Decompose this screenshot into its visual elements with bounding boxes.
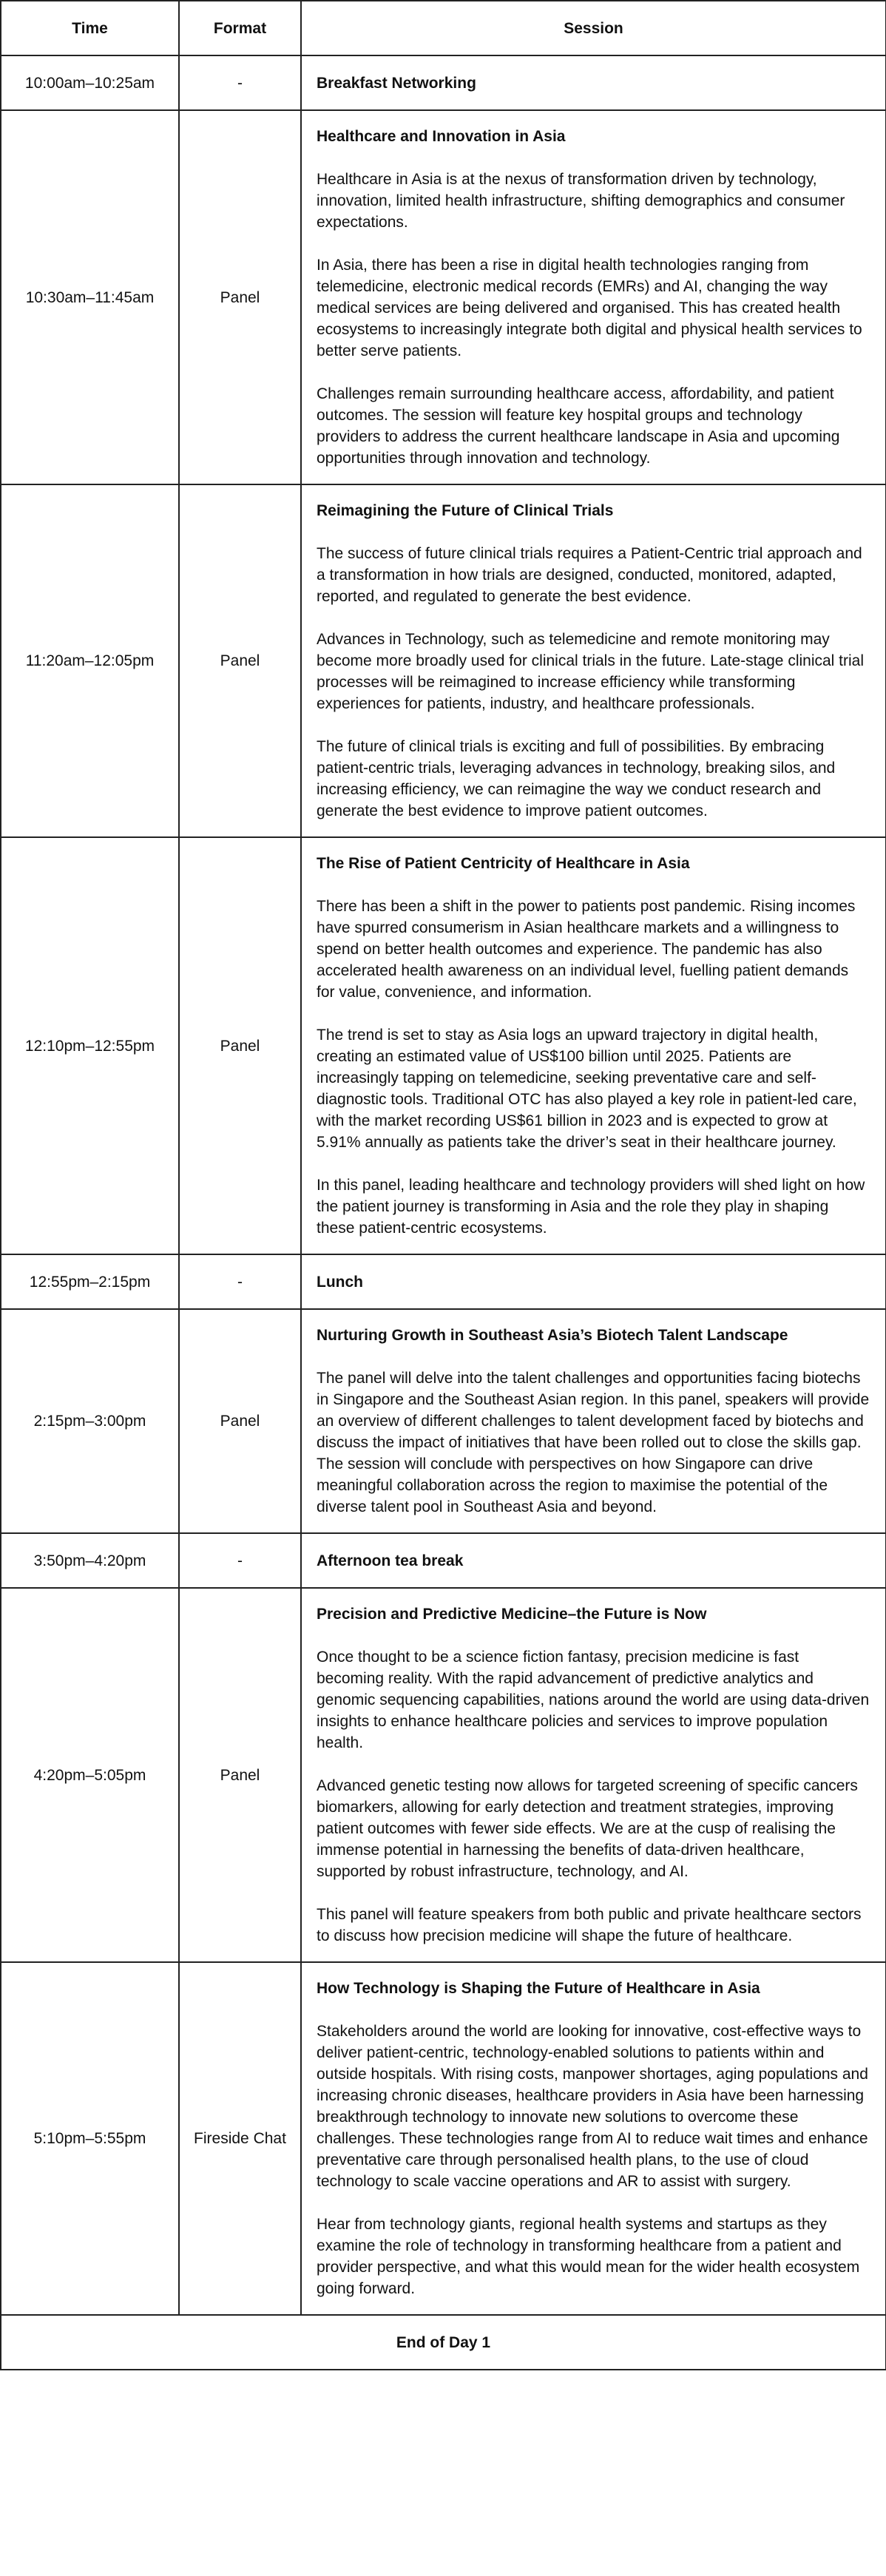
session-description: The success of future clinical trials requires a Patient-Centric trial approach and a transformation in how trials are designed, conducted, monitored, adapted, reported, and regulated to generate the best evidence. (317, 545, 862, 605)
agenda-body (1, 55, 886, 2370)
agenda-row (1, 1309, 886, 1533)
session-format: Panel (179, 1588, 301, 1962)
session-cell (301, 1309, 886, 1533)
session-title: Lunch (317, 1273, 363, 1291)
session-time: 12:55pm–2:15pm (1, 1254, 179, 1309)
session-format: - (179, 55, 301, 110)
session-description: The trend is set to stay as Asia logs an upward trajectory in digital health, creating an estimated value of US$100 billion until 2025. Patients are increasingly tapping on telemedicine, seeking preventative care and self-diagnostic tools. Traditional OTC has also played a key role in patient-led care, with the market recording US$61 billion in 2023 and is expected to grow at 5.91% annually as patients take the driver’s seat in their healthcare journey. (317, 1027, 857, 1151)
session-cell (301, 110, 886, 484)
session-format: Panel (179, 484, 301, 837)
session-cell (301, 55, 886, 110)
session-cell (301, 484, 886, 837)
session-format: - (179, 1533, 301, 1588)
session-time: 12:10pm–12:55pm (1, 837, 179, 1254)
session-title: Healthcare and Innovation in Asia (317, 128, 566, 145)
session-time: 5:10pm–5:55pm (1, 1962, 179, 2315)
session-cell (301, 1533, 886, 1588)
session-title: Precision and Predictive Medicine–the Future is Now (317, 1606, 707, 1623)
session-time: 10:00am–10:25am (1, 55, 179, 110)
end-row (1, 2315, 886, 2370)
session-title: How Technology is Shaping the Future of Healthcare in Asia (317, 1980, 760, 1997)
session-time: 2:15pm–3:00pm (1, 1309, 179, 1533)
session-description: Healthcare in Asia is at the nexus of transformation driven by technology, innovation, limited health infrastructure, shifting demographics and consumer expectations. (317, 171, 845, 231)
session-description: The panel will delve into the talent challenges and opportunities facing biotechs in Singapore and the Southeast Asian region. In this panel, speakers will provide an overview of different challenges to talent development faced by biotechs and discuss the impact of initiatives that have been rolled out to close the skills gap. The session will conclude with perspectives on how Singapore can drive meaningful collaboration across the region to maximise the potential of the diverse talent pool in Southeast Asia and beyond. (317, 1370, 870, 1515)
agenda-row (1, 1962, 886, 2315)
session-description: The future of clinical trials is exciting and full of possibilities. By embracing patient-centric trials, leveraging advances in technology, breaking silos, and increasing efficiency, we can reimagine the way we conduct research and generate the best evidence to improve patient outcomes. (317, 738, 836, 819)
session-time: 3:50pm–4:20pm (1, 1533, 179, 1588)
session-time: 4:20pm–5:05pm (1, 1588, 179, 1962)
session-column-header: Session (301, 1, 886, 55)
time-column-header: Time (1, 1, 179, 55)
session-time: 11:20am–12:05pm (1, 484, 179, 837)
session-description: This panel will feature speakers from both public and private healthcare sectors to discuss how precision medicine will shape the future of healthcare. (317, 1906, 862, 1944)
session-title: The Rise of Patient Centricity of Healthcare in Asia (317, 855, 690, 872)
session-description: Advanced genetic testing now allows for targeted screening of specific cancers biomarkers, allowing for early detection and treatment strategies, improving patient outcomes with fewer side effects. We are at the cusp of realising the immense potential in harnessing the benefits of data-driven healthcare, supported by robust infrastructure, technology, and AI. (317, 1777, 858, 1880)
session-title: Breakfast Networking (317, 74, 476, 92)
session-title: Reimagining the Future of Clinical Trials (317, 502, 614, 519)
session-title: Afternoon tea break (317, 1552, 464, 1569)
session-cell (301, 1588, 886, 1962)
session-title: Nurturing Growth in Southeast Asia’s Biotech Talent Landscape (317, 1327, 788, 1344)
session-description: There has been a shift in the power to patients post pandemic. Rising incomes have spurred consumerism in Asian healthcare markets and a willingness to spend on better health outcomes and experience. The pandemic has also accelerated health awareness on an individual level, fuelling patient demands for value, convenience, and information. (317, 898, 856, 1001)
session-cell (301, 1254, 886, 1309)
session-format: Panel (179, 110, 301, 484)
agenda-row (1, 110, 886, 484)
agenda-row (1, 484, 886, 837)
agenda-row (1, 1588, 886, 1962)
session-description: In Asia, there has been a rise in digital health technologies ranging from telemedicine, electronic medical records (EMRs) and AI, changing the way medical services are being delivered and organised. This has created health ecosystems to increasingly integrate both digital and physical health services to better serve patients. (317, 257, 862, 359)
session-cell (301, 837, 886, 1254)
session-description: In this panel, leading healthcare and technology providers will shed light on how the patient journey is transforming in Asia and the role they play in shaping these patient-centric ecosystems. (317, 1177, 865, 1237)
session-time: 10:30am–11:45am (1, 110, 179, 484)
session-description: Stakeholders around the world are looking for innovative, cost-effective ways to deliver patient-centric, technology-enabled solutions to patients within and outside hospitals. With rising costs, manpower shortages, aging populations and increasing chronic diseases, healthcare providers in Asia have been harnessing breakthrough technology to innovate new solutions to overcome these challenges. These technologies range from AI to reduce wait times and enhance preventative care through personalised health plans, to the use of cloud technology to scale vaccine operations and AR to assist with surgery. (317, 2023, 868, 2190)
agenda-row (1, 1533, 886, 1588)
session-format: Panel (179, 1309, 301, 1533)
session-cell (301, 1962, 886, 2315)
end-of-day-label: End of Day 1 (1, 2315, 886, 2370)
session-format: Panel (179, 837, 301, 1254)
session-format: Fireside Chat (179, 1962, 301, 2315)
agenda-row (1, 1254, 886, 1309)
session-format: - (179, 1254, 301, 1309)
agenda-row (1, 837, 886, 1254)
header-row (1, 1, 886, 55)
session-description: Once thought to be a science fiction fantasy, precision medicine is fast becoming reality. With the rapid advancement of predictive analytics and genomic sequencing capabilities, nations around the world are using data-driven insights to enhance healthcare policies and services to improve population health. (317, 1649, 870, 1751)
agenda-row (1, 55, 886, 110)
session-description: Challenges remain surrounding healthcare access, affordability, and patient outcomes. The session will feature key hospital groups and technology providers to address the current healthcare landscape in Asia and upcoming opportunities through innovation and technology. (317, 385, 840, 467)
session-description: Hear from technology giants, regional health systems and startups as they examine the role of technology in transforming healthcare from a patient and provider perspective, and what this would mean for the wider health ecosystem going forward. (317, 2216, 860, 2297)
session-description: Advances in Technology, such as telemedicine and remote monitoring may become more broadly used for clinical trials in the future. Late-stage clinical trial processes will be reimagined to increase efficiency while transforming experiences for patients, industry, and healthcare professionals. (317, 631, 865, 712)
format-column-header: Format (179, 1, 301, 55)
